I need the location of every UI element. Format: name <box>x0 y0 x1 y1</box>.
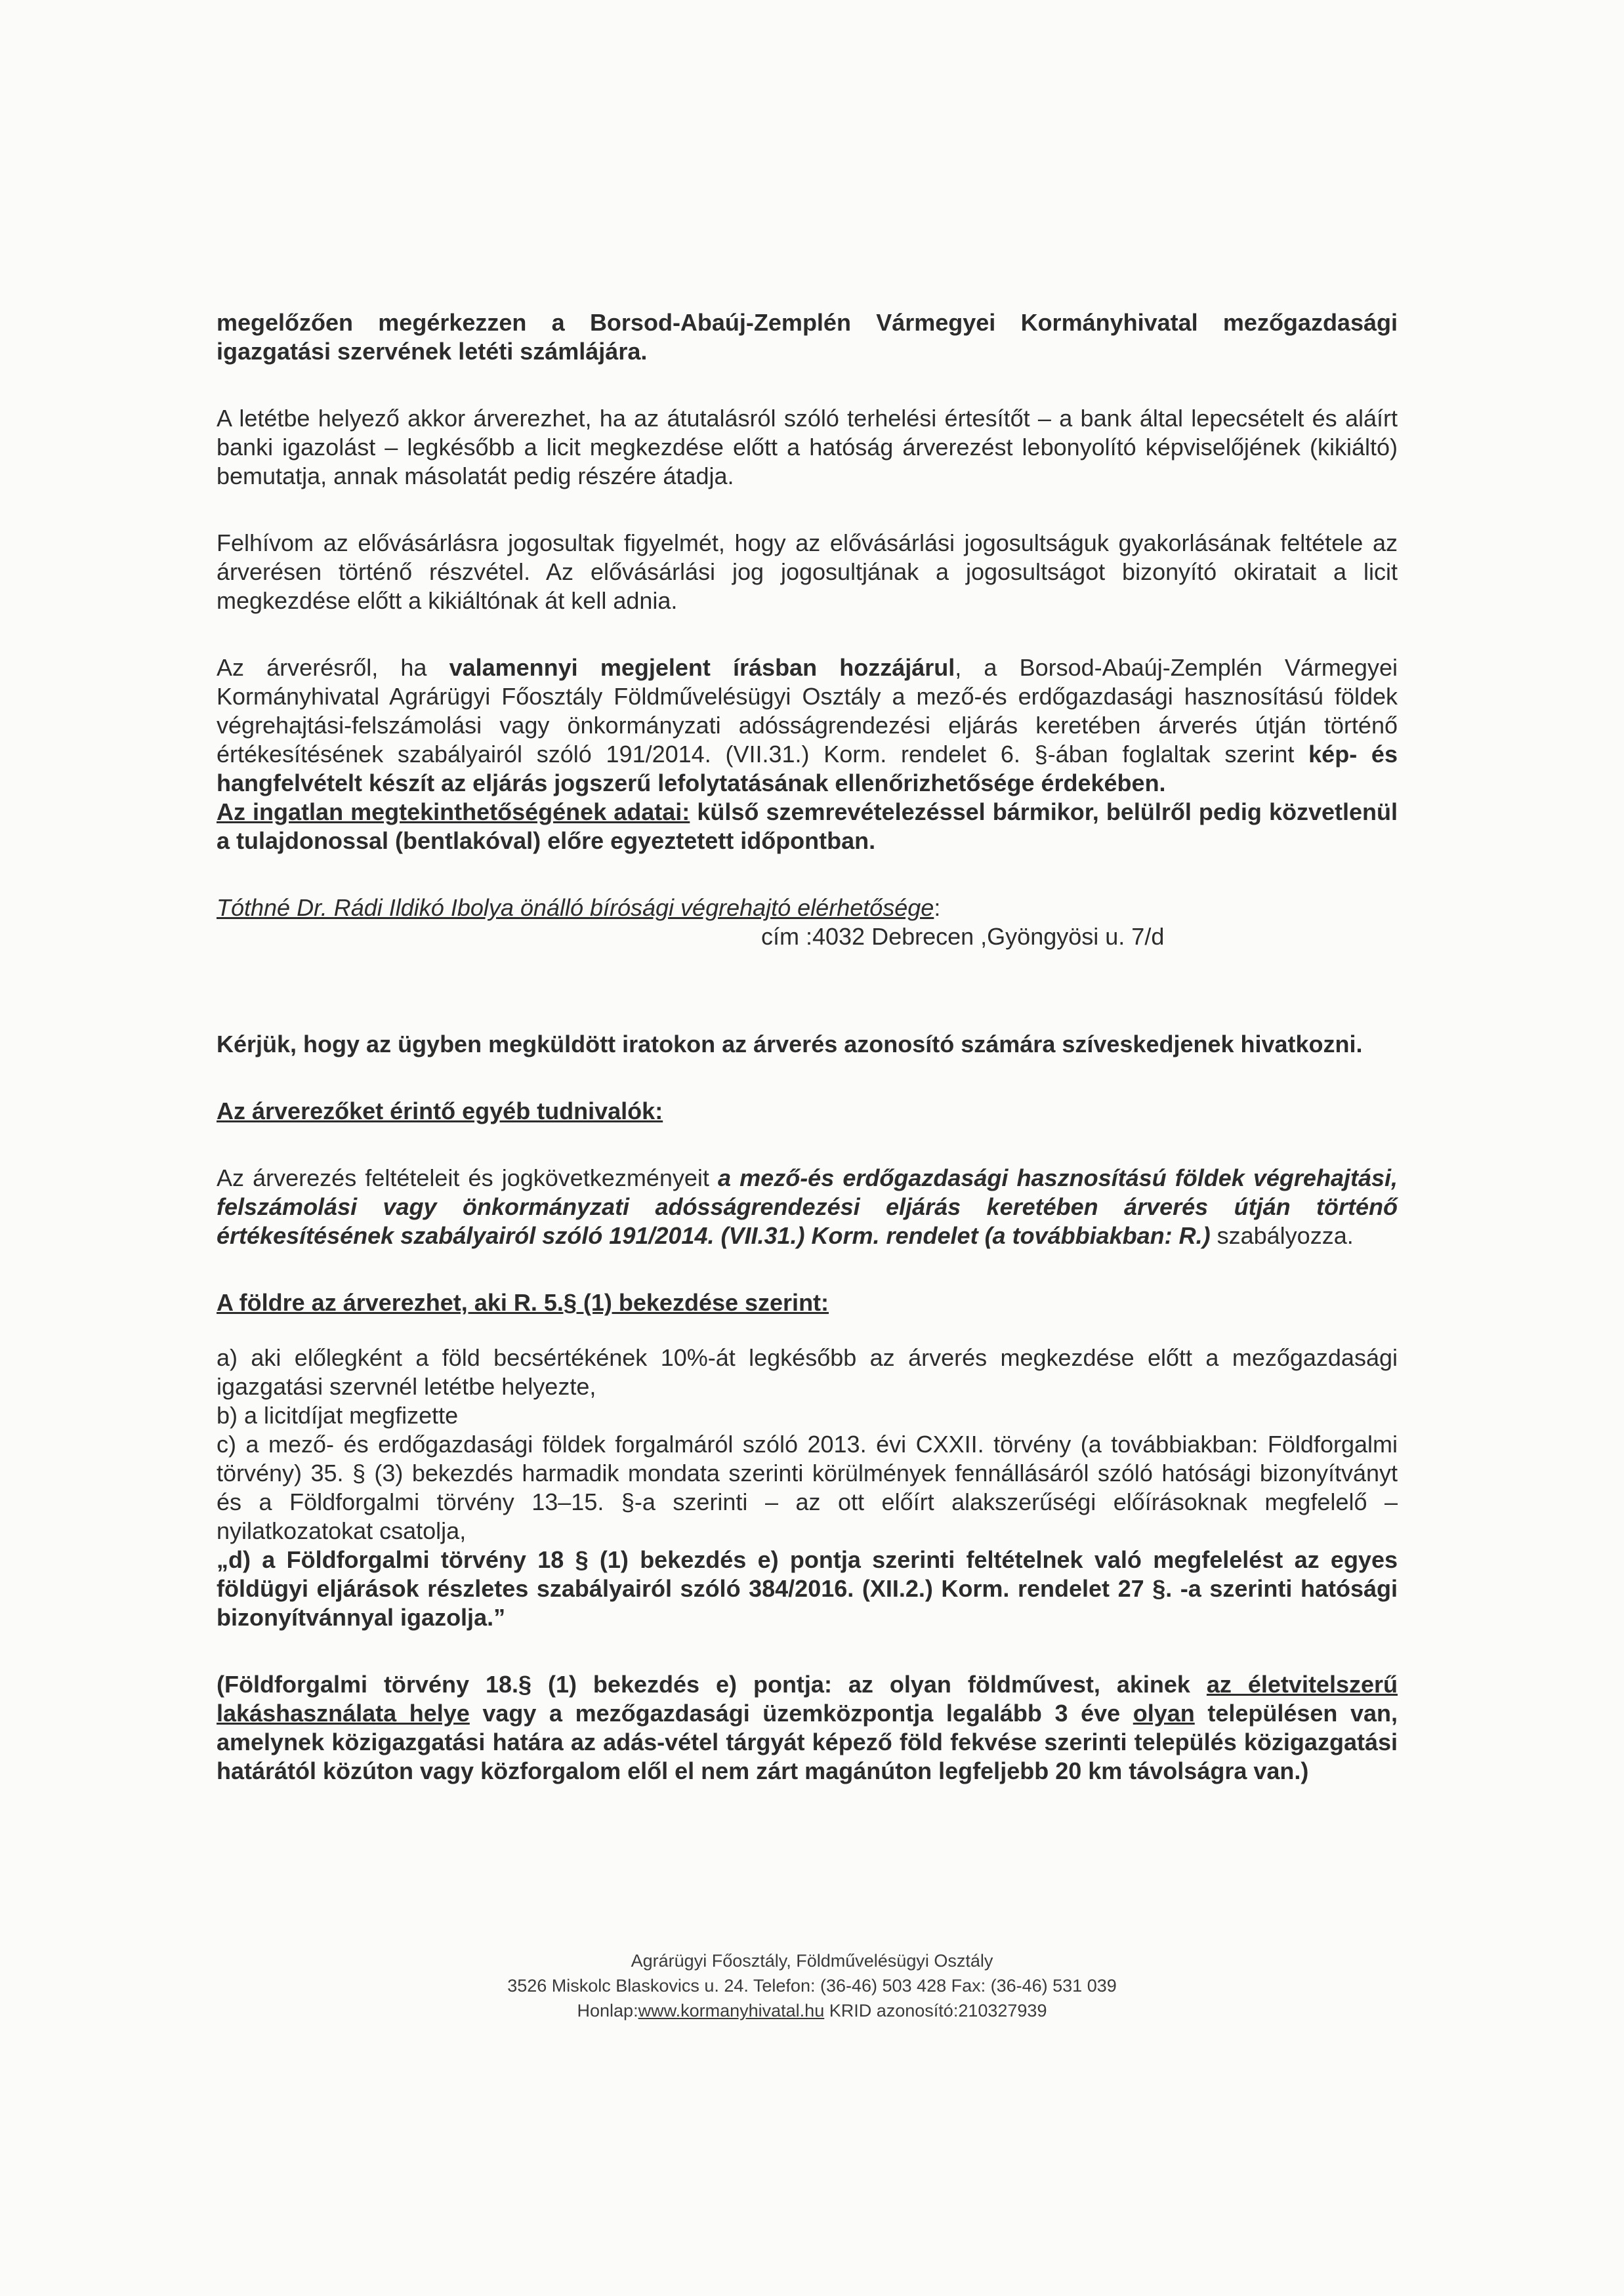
footer-web <box>0 1998 1624 2023</box>
eligibility-item-b: b) a licitdíjat megfizette <box>217 1402 459 1429</box>
definition-text-1: (Földforgalmi törvény 18.§ (1) bekezdés e) pontja: az olyan földművest, akinek <box>217 1671 1207 1698</box>
definition-text-2: vagy a mezőgazdasági üzemközpontja legalább 3 éve <box>469 1700 1133 1727</box>
contact-heading-line <box>217 893 1398 922</box>
contact-address: cím :4032 Debrecen ,Gyöngyösi u. 7/d <box>761 923 1165 950</box>
footer-address: 3526 Miskolc Blaskovics u. 24. Telefon: (36-46) 503 428 Fax: (36-46) 531 039 <box>507 1976 1117 1996</box>
footer <box>0 1948 1624 2023</box>
viewing-paragraph <box>217 798 1398 855</box>
recording-text-2: , a Borsod-Abaúj-Zemplén Vármegyei Kormányhivatal Agrárügyi Főosztály Földművelésügyi Osztály a mező-és erdőgazdasági hasznosítású földek végrehajtási-felszámolási vagy önkormányzati adósságrendezési eljárás keretében árverés útján történő értékesítésének szabályairól szóló 191/2014. (VII.31.) Korm. rendelet 6. §-ában foglaltak szerint <box>217 654 1398 768</box>
recording-statement: kép- és hangfelvételt készít az eljárás jogszerű lefolytatásának ellenőrizhetősége érdekében. <box>217 741 1398 796</box>
footer-krid: KRID azonosító:210327939 <box>824 2001 1047 2020</box>
viewing-label: Az ingatlan megtekinthetőségének adatai: <box>217 798 690 825</box>
preemption-paragraph: Felhívom az elővásárlásra jogosultak figyelmét, hogy az elővásárlási jogosultságuk gyakorlásának feltétele az árverésen történő részvétel. Az elővásárlási jog jogosultjának a jogosultságot bizonyító okiratait a licit megkezdése előtt a kikiáltónak át kell adnia. <box>217 529 1398 614</box>
deposit-paragraph: A letétbe helyező akkor árverezhet, ha az átutalásról szóló terhelési értesítőt – a bank által lepecsételt és aláírt banki igazolást – legkésőbb a licit megkezdése előtt a hatóság árverezést lebonyolító képviselőjének (kikiáltó) bemutatja, annak másolatát pedig részére átadja. <box>217 405 1398 489</box>
contact-heading: Tóthné Dr. Rádi Ildikó Ibolya önálló bírósági végrehajtó elérhetősége <box>217 894 934 921</box>
recording-consent: valamennyi megjelent írásban hozzájárul <box>449 654 955 681</box>
other-info-heading: Az árverezőket érintő egyéb tudnivalók: <box>217 1097 663 1124</box>
recording-text-1: Az árverésről, ha <box>217 654 449 681</box>
regulation-text-2: szabályozza. <box>1210 1222 1354 1249</box>
regulation-paragraph <box>217 1164 1398 1250</box>
reference-paragraph: Kérjük, hogy az ügyben megküldött iratokon az árverés azonosító számára szíveskedjenek hivatkozni. <box>217 1031 1363 1057</box>
eligibility-item-d: „d) a Földforgalmi törvény 18 § (1) bekezdés e) pontja szerinti feltételnek való megfelelést az egyes földügyi eljárások részletes szabályairól szóló 384/2016. (XII.2.) Korm. rendelet 27 §. -a szerinti hatósági bizonyítvánnyal igazolja.” <box>217 1546 1398 1631</box>
viewing-text: külső szemrevételezéssel bármikor, belülről pedig közvetlenül a tulajdonossal (bentlakóval) előre egyeztetett időpontban. <box>217 798 1398 854</box>
regulation-text-1: Az árverezés feltételeit és jogkövetkezményeit <box>217 1164 718 1191</box>
eligibility-item-c: c) a mező- és erdőgazdasági földek forgalmáról szóló 2013. évi CXXII. törvény (a továbbiakban: Földforgalmi törvény) 35. § (3) bekezdés harmadik mondata szerinti körülmények fennállásáról szóló hatósági bizonyítványt és a Földforgalmi törvény 13–15. §-a szerinti – az ott előírt alakszerűségi előírásoknak megfelelő – nyilatkozatokat csatolja, <box>217 1431 1398 1544</box>
footer-department: Agrárügyi Főosztály, Földművelésügyi Osztály <box>631 1951 993 1971</box>
footer-homepage-label: Honlap: <box>577 2001 638 2020</box>
intro-paragraph: megelőzően megérkezzen a Borsod-Abaúj-Zemplén Vármegyei Kormányhivatal mezőgazdasági igazgatási szervének letéti számlájára. <box>217 309 1398 365</box>
eligibility-heading: A földre az árverezhet, aki R. 5.§ (1) bekezdése szerint: <box>217 1289 829 1316</box>
regulation-title: a mező-és erdőgazdasági hasznosítású földek végrehajtási, felszámolási vagy önkormányzati adósságrendezési eljárás keretében árverés útján történő értékesítésének szabályairól szóló 191/2014. (VII.31.) Korm. rendelet (a továbbiakban: R.) <box>217 1164 1398 1249</box>
definition-text-3: településen van, amelynek közigazgatási határa az adás-vétel tárgyát képező föld fekvése szerinti település közigazgatási határától közúton vagy közforgalom elől el nem zárt magánúton legfeljebb 20 km távolságra van.) <box>217 1700 1398 1784</box>
definition-underline-2: olyan <box>1133 1700 1195 1727</box>
document-body <box>217 308 1398 1786</box>
recording-paragraph <box>217 653 1398 798</box>
eligibility-item-a: a) aki előlegként a föld becsértékének 10%-át legkésőbb az árverés megkezdése előtt a mezőgazdasági igazgatási szervnél letétbe helyezte, <box>217 1344 1398 1400</box>
definition-paragraph <box>217 1670 1398 1786</box>
contact-colon: : <box>934 894 941 921</box>
definition-underline-1: az életvitelszerű lakáshasználata helye <box>217 1671 1398 1727</box>
footer-homepage-link[interactable]: www.kormanyhivatal.hu <box>638 2001 825 2020</box>
